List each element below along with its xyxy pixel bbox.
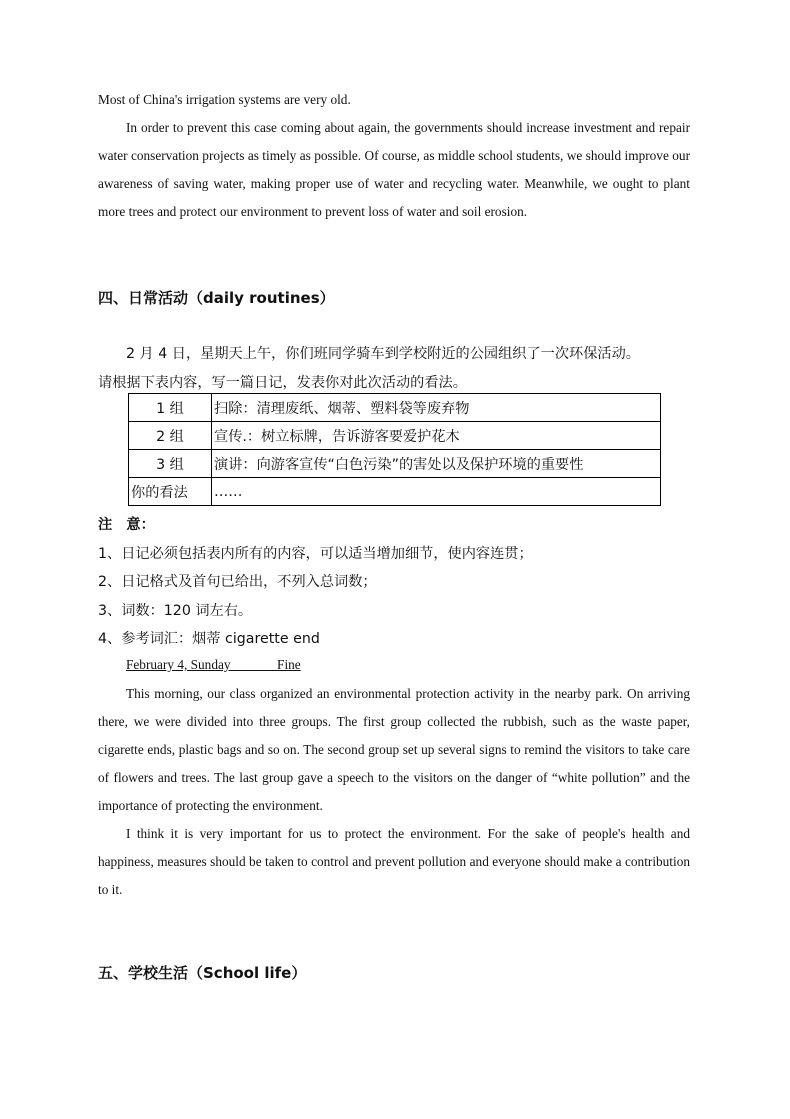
- intro-paragraph-1: Most of China's irrigation systems are very old.: [98, 92, 351, 107]
- table-cell-task: 演讲：向游客宣传“白色污染”的害处以及保护环境的重要性: [212, 450, 661, 478]
- essay-paragraph-1: This morning, our class organized an environmental protection activity in the nearby park. On arriving there, we were divided into three groups. The first group collected the rubbish, such as the waste paper, cigarette ends, plastic bags and so on. The second group set up several signs to remind the visitors to take care of flowers and trees. The last group gave a speech to the visitors on the danger of “white pollution” and the importance of protecting the environment.: [98, 686, 690, 813]
- intro-paragraph-2: In order to prevent this case coming about again, the governments should increase investment and repair water conservation projects as timely as possible. Of course, as middle school students, we should improve our awareness of saving water, making proper use of water and recycling water. Meanwhile, we ought to plant more trees and protect our environment to prevent loss of water and soil erosion.: [98, 120, 690, 219]
- section4-heading: 四、日常活动（daily routines）: [98, 289, 335, 307]
- table-row: [129, 394, 661, 422]
- section5-heading: 五、学校生活（School life）: [98, 964, 307, 982]
- note-item: 1、日记必须包括表内所有的内容，可以适当增加细节，使内容连贯；: [98, 545, 533, 562]
- prompt-line-1: 2 月 4 日，星期天上午，你们班同学骑车到学校附近的公园组织了一次环保活动。: [126, 346, 640, 362]
- note-item: 4、参考词汇：烟蒂 cigarette end: [98, 631, 320, 647]
- diary-essay: [98, 680, 690, 904]
- table-cell-group: 1 组: [129, 394, 212, 422]
- notes-title: 注 意：: [98, 517, 155, 533]
- activity-table: [128, 393, 661, 506]
- table-cell-task: 宣传.：树立标牌，告诉游客要爱护花木: [212, 422, 661, 450]
- note-item: 2、日记格式及首句已给出，不列入总词数；: [98, 574, 377, 590]
- table-cell-group: 3 组: [129, 450, 212, 478]
- intro-text: [98, 86, 690, 226]
- table-cell-task: 扫除：清理废纸、烟蒂、塑料袋等废弃物: [212, 394, 661, 422]
- essay-paragraph-2: I think it is very important for us to protect the environment. For the sake of people's health and happiness, measures should be taken to control and prevent pollution and everyone should make a contribution to it.: [98, 826, 690, 897]
- table-row: [129, 478, 661, 506]
- table-row: [129, 450, 661, 478]
- table-cell-group: 2 组: [129, 422, 212, 450]
- diary-dateline: February 4, Sunday Fine: [126, 657, 301, 672]
- note-item: 3、词数：120 词左右。: [98, 602, 253, 619]
- prompt-line-2: 请根据下表内容，写一篇日记，发表你对此次活动的看法。: [98, 374, 467, 391]
- table-cell-group: 你的看法: [129, 478, 212, 506]
- notes-block: [98, 511, 698, 654]
- table-cell-task: ……: [212, 478, 661, 506]
- section4-prompt: [98, 340, 690, 397]
- table-row: [129, 422, 661, 450]
